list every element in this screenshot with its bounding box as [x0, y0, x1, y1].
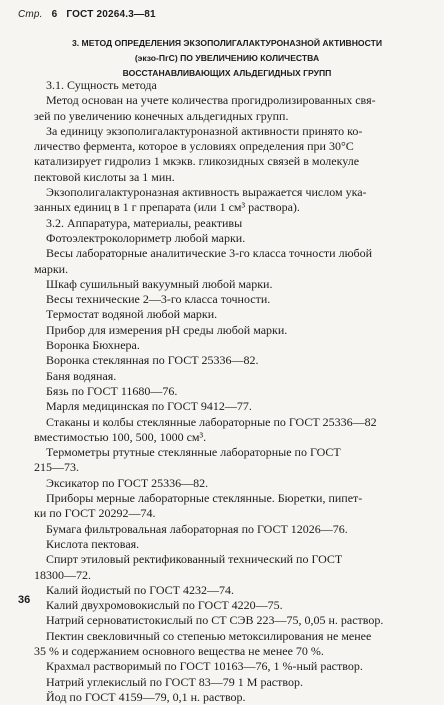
essence-p3-cont: занных единиц в 1 г препарата (или 1 см³ раствора). [34, 200, 300, 215]
list-item: Фотоэлектроколориметр любой марки. [46, 230, 246, 245]
list-item: Крахмал растворимый по ГОСТ 10163—76, 1 %-ный раствор. [46, 659, 363, 674]
list-item: Воронка Бюхнера. [46, 338, 140, 353]
list-item: Воронка стеклянная по ГОСТ 25336—82. [46, 353, 259, 368]
list-item: Баня водяная. [46, 368, 117, 383]
list-item: Приборы мерные лабораторные стеклянные. Бюретки, пипет- [46, 491, 363, 506]
list-item: Прибор для измерения pH среды любой марки. [46, 322, 288, 337]
list-item: Стаканы и колбы стеклянные лабораторные по ГОСТ 25336—82 [46, 414, 377, 429]
list-item: Пектин свекловичный со степенью метоксилирования не менее [46, 628, 372, 643]
section-title-line-1: 3. МЕТОД ОПРЕДЕЛЕНИЯ ЭКЗОПОЛИГАЛАКТУРОНАЗНОЙ АКТИВНОСТИ [71, 38, 383, 48]
list-item-cont: ки по ГОСТ 20292—74. [34, 506, 156, 521]
list-item: Бязь по ГОСТ 11680—76. [46, 383, 178, 398]
list-item: Весы лабораторные аналитические 3-го класса точности любой [46, 246, 373, 261]
list-item: Марля медицинская по ГОСТ 9412—77. [46, 399, 252, 414]
essence-p1-cont: зей по увеличению конечных альдегидных групп. [34, 108, 289, 123]
standard-code: ГОСТ 20264.3—81 [66, 9, 156, 20]
list-item-cont: вместимостью 100, 500, 1000 см³. [34, 429, 207, 444]
list-item-cont: 215—73. [34, 460, 79, 475]
apparatus-heading: 3.2. Аппаратура, материалы, реактивы [46, 215, 243, 230]
list-item: Натрий углекислый по ГОСТ 83—79 1 М раствор. [46, 674, 303, 689]
list-item-cont: 35 % и содержанием основного вещества не менее 70 %. [34, 643, 324, 658]
list-item: Шкаф сушильный вакуумный любой марки. [46, 276, 273, 291]
list-item: Спирт этиловый ректификованный технический по ГОСТ [46, 552, 343, 567]
section-title-line-2: (экзо-ПгС) ПО УВЕЛИЧЕНИЮ КОЛИЧЕСТВА [134, 53, 320, 63]
essence-p2-cont-3: пектовой кислоты за 1 мин. [34, 169, 175, 184]
page-number-footer: 36 [18, 594, 31, 606]
list-item: Эксикатор по ГОСТ 25336—82. [46, 475, 209, 490]
list-item: Весы технические 2—3-го класса точности. [46, 292, 271, 307]
essence-p2-cont-2: катализирует гидролиз 1 мкэкв. гликозидных связей в молекуле [34, 154, 360, 169]
list-item: Калий йодистый по ГОСТ 4232—74. [46, 582, 234, 597]
essence-heading: 3.1. Сущность метода [46, 78, 157, 92]
list-item-cont: 18300—72. [34, 567, 91, 582]
list-item-cont: марки. [34, 261, 69, 276]
list-item: Бумага фильтровальная лабораторная по ГОСТ 12026—76. [46, 521, 348, 536]
list-item: Термометры ртутные стеклянные лабораторные по ГОСТ [46, 445, 341, 460]
section-title [30, 36, 424, 81]
section-title-line-3: ВОССТАНАВЛИВАЮЩИХ АЛЬДЕГИДНЫХ ГРУПП [122, 68, 332, 78]
essence-p2-cont-1: личество фермента, которое в условиях определения при 30°С [34, 139, 354, 154]
list-item: Кислота пектовая. [46, 536, 140, 551]
essence-p1: Метод основан на учете количества прогидролизированных свя- [46, 93, 376, 108]
page-label: Стр. [18, 9, 43, 20]
list-item: Термостат водяной любой марки. [46, 307, 218, 322]
page-number-header: 6 [51, 9, 58, 20]
essence-p2: За единицу экзополигалактуроназной активности принято ко- [46, 123, 363, 138]
page-header [18, 9, 162, 20]
body-text [34, 78, 428, 705]
list-item: Натрий серноватистокислый по СТ СЭВ 223—75, 0,05 н. раствор. [46, 613, 384, 628]
list-item: Калий двухромовокислый по ГОСТ 4220—75. [46, 598, 283, 613]
list-item: Йод по ГОСТ 4159—79, 0,1 н. раствор. [46, 689, 246, 704]
essence-p3: Экзополигалактуроназная активность выражается числом ука- [46, 185, 367, 200]
